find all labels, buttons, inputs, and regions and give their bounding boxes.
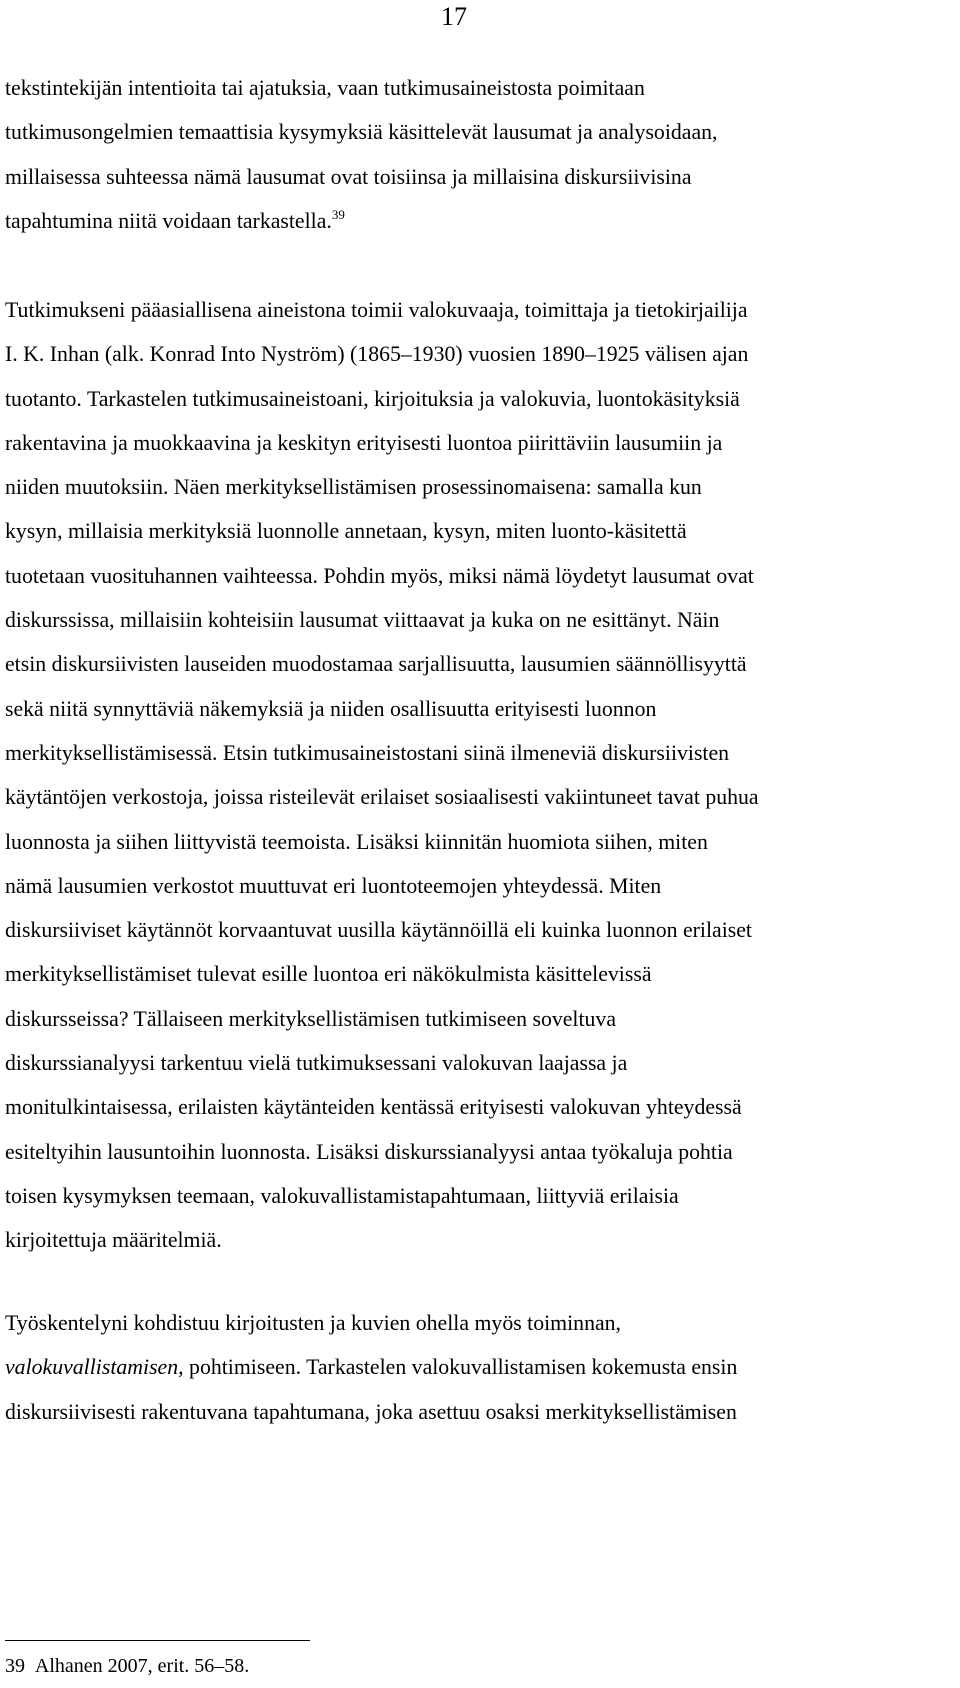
text-line: monitulkintaisessa, erilaisten käytänteiden kentässä erityisesti valokuvan yhteydessä xyxy=(5,1095,742,1120)
paragraph-3 xyxy=(5,1301,955,1434)
text-line xyxy=(5,199,955,243)
text-line: diskursiiviset käytännöt korvaantuvat uusilla käytännöillä eli kuinka luonnon erilaiset xyxy=(5,918,752,943)
text-line: toisen kysymyksen teemaan, valokuvallistamistapahtumaan, liittyviä erilaisia xyxy=(5,1183,679,1208)
text-line: I. K. Inhan (alk. Konrad Into Nyström) (1865–1930) vuosien 1890–1925 välisen ajan xyxy=(5,342,749,367)
text-line-content: tapahtumina niitä voidaan tarkastella. xyxy=(5,208,332,233)
text-line: rakentavina ja muokkaavina ja keskityn erityisesti luontoa piirittäviin lausumiin ja xyxy=(5,430,723,455)
text-line: nämä lausumien verkostot muuttuvat eri luontoteemojen yhteydessä. Miten xyxy=(5,873,662,898)
text-line: diskurssianalyysi tarkentuu vielä tutkimuksessani valokuvan laajassa ja xyxy=(5,1051,628,1076)
text-line: kirjoitettuja määritelmiä. xyxy=(5,1228,222,1253)
text-line: etsin diskursiivisten lauseiden muodostamaa sarjallisuutta, lausumien säännöllisyyttä xyxy=(5,652,747,677)
text-line: millaisessa suhteessa nämä lausumat ovat toisiinsa ja millaisina diskursiivisina xyxy=(5,164,692,189)
text-line: käytäntöjen verkostoja, joissa risteilevät erilaiset sosiaalisesti vakiintuneet tavat puhua xyxy=(5,785,759,810)
text-line: tuotanto. Tarkastelen tutkimusaineistoani, kirjoituksia ja valokuvia, luontokäsityksiä xyxy=(5,386,740,411)
footnote xyxy=(5,1653,249,1679)
text-line: Työskentelyni kohdistuu kirjoitusten ja kuvien ohella myös toiminnan, xyxy=(5,1311,621,1335)
text-line: merkityksellistämisessä. Etsin tutkimusaineistostani siinä ilmeneviä diskursiivisten xyxy=(5,740,730,765)
footnote-divider xyxy=(5,1640,310,1641)
text-line: sekä niitä synnyttäviä näkemyksiä ja niiden osallisuutta erityisesti luonnon xyxy=(5,696,657,721)
text-line-content: , pohtimiseen. Tarkastelen valokuvallistamisen kokemusta ensin xyxy=(178,1355,738,1380)
text-line: tekstintekijän intentioita tai ajatuksia, vaan tutkimusaineistosta poimitaan xyxy=(5,76,645,100)
paragraph-1 xyxy=(5,66,955,243)
text-line: tuotetaan vuosituhannen vaihteessa. Pohdin myös, miksi nämä löydetyt lausumat ovat xyxy=(5,563,754,588)
footnote-number: 39 xyxy=(5,1655,25,1677)
italic-term: valokuvallistamisen xyxy=(5,1355,179,1380)
page-number: 17 xyxy=(441,2,467,31)
footnote-text: Alhanen 2007, erit. 56–58. xyxy=(34,1655,250,1677)
footnote-reference[interactable]: 39 xyxy=(331,206,345,222)
text-line: luonnosta ja siihen liittyvistä teemoista. Lisäksi kiinnitän huomiota siihen, miten xyxy=(5,829,708,854)
text-line: diskurssissa, millaisiin kohteisiin lausumat viittaavat ja kuka on ne esittänyt. Näin xyxy=(5,608,720,633)
paragraph-2 xyxy=(5,288,955,1263)
text-line: esiteltyihin lausuntoihin luonnosta. Lisäksi diskurssianalyysi antaa työkaluja pohtia xyxy=(5,1139,733,1164)
text-line: Tutkimukseni pääasiallisena aineistona toimii valokuvaaja, toimittaja ja tietokirjailija xyxy=(5,298,748,322)
text-line: diskursiivisesti rakentuvana tapahtumana, joka asettuu osaksi merkityksellistämisen xyxy=(5,1399,737,1424)
text-line xyxy=(5,1345,955,1389)
text-line: niiden muutoksiin. Näen merkityksellistämisen prosessinomaisena: samalla kun xyxy=(5,475,702,500)
text-line: merkityksellistämiset tulevat esille luontoa eri näkökulmista käsittelevissä xyxy=(5,962,652,987)
text-line: tutkimusongelmien temaattisia kysymyksiä käsittelevät lausumat ja analysoidaan, xyxy=(5,120,718,145)
text-line: diskursseissa? Tällaiseen merkityksellistämisen tutkimiseen soveltuva xyxy=(5,1006,617,1031)
text-line: kysyn, millaisia merkityksiä luonnolle annetaan, kysyn, miten luonto-käsitettä xyxy=(5,519,687,544)
